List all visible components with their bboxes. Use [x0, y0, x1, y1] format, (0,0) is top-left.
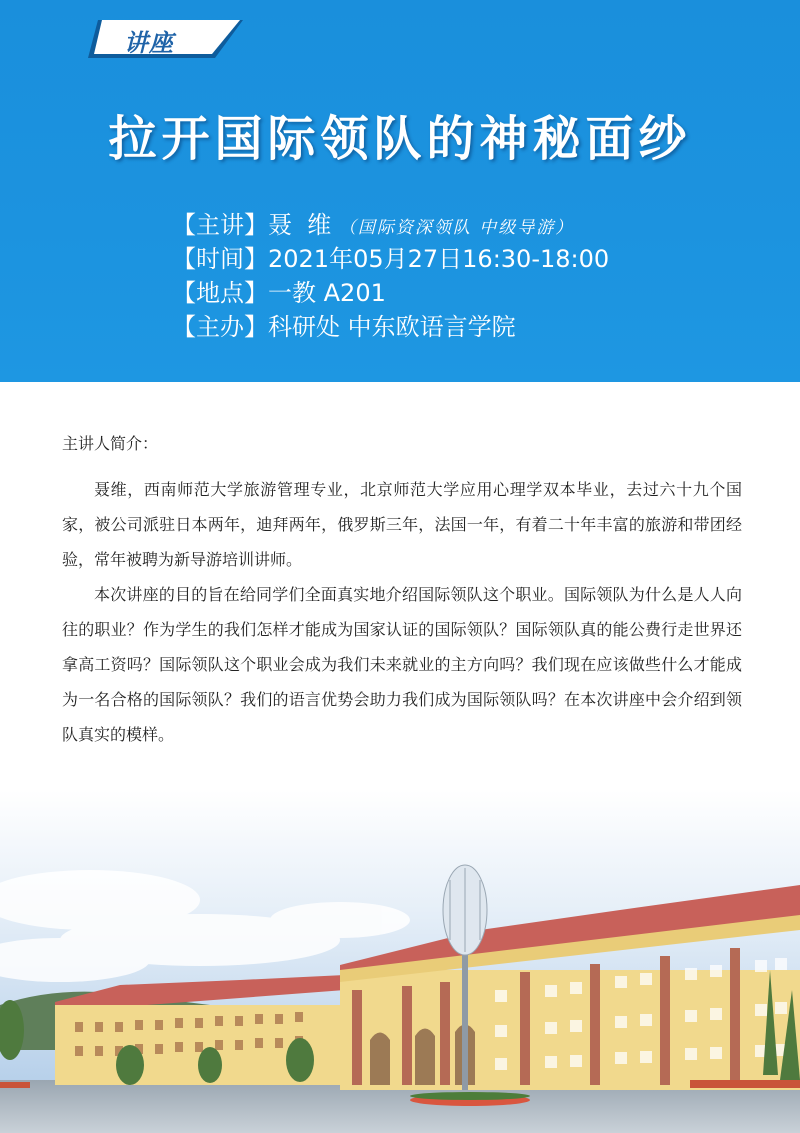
place-label: 【地点】: [172, 279, 268, 307]
host-label: 【主办】: [172, 313, 268, 341]
host-row: [172, 310, 609, 344]
place-row: [172, 276, 609, 310]
header-banner: [0, 0, 800, 382]
speaker-intro: [62, 426, 742, 752]
time-row: [172, 242, 609, 276]
intro-heading: 主讲人简介：: [62, 434, 159, 453]
category-tag: [88, 20, 248, 60]
place-value: 一教 A201: [268, 279, 386, 307]
page-title: 拉开国际领队的神秘面纱: [108, 111, 692, 167]
intro-paragraph: 聂维，西南师范大学旅游管理专业，北京师范大学应用心理学双本毕业，去过六十九个国家，被公司派驻日本两年，迪拜两年，俄罗斯三年，法国一年，有着二十年丰富的旅游和带团经验，常年被聘为新导游培训讲师。: [62, 480, 742, 569]
speaker-name: 聂 维: [268, 211, 332, 239]
time-value: 2021年05月27日16:30-18:00: [268, 245, 610, 273]
time-label: 【时间】: [172, 245, 268, 273]
speaker-row: [172, 208, 609, 242]
campus-building-image: [0, 790, 800, 1133]
host-value: 科研处 中东欧语言学院: [268, 313, 516, 341]
speaker-label: 【主讲】: [172, 211, 268, 239]
lecture-paragraph: 本次讲座的目的旨在给同学们全面真实地介绍国际领队这个职业。国际领队为什么是人人向往的职业？作为学生的我们怎样才能成为国家认证的国际领队？国际领队真的能公费行走世界还拿高工资吗？国际领队这个职业会成为我们未来就业的主方向吗？我们现在应该做些什么才能成为一名合格的国际领队？我们的语言优势会助力我们成为国际领队吗？在本次讲座中会介绍到领队真实的模样。: [62, 585, 742, 744]
tag-label: 讲座: [124, 29, 174, 57]
speaker-note: （国际资深领队 中级导游）: [338, 218, 575, 238]
event-info: [172, 208, 609, 344]
